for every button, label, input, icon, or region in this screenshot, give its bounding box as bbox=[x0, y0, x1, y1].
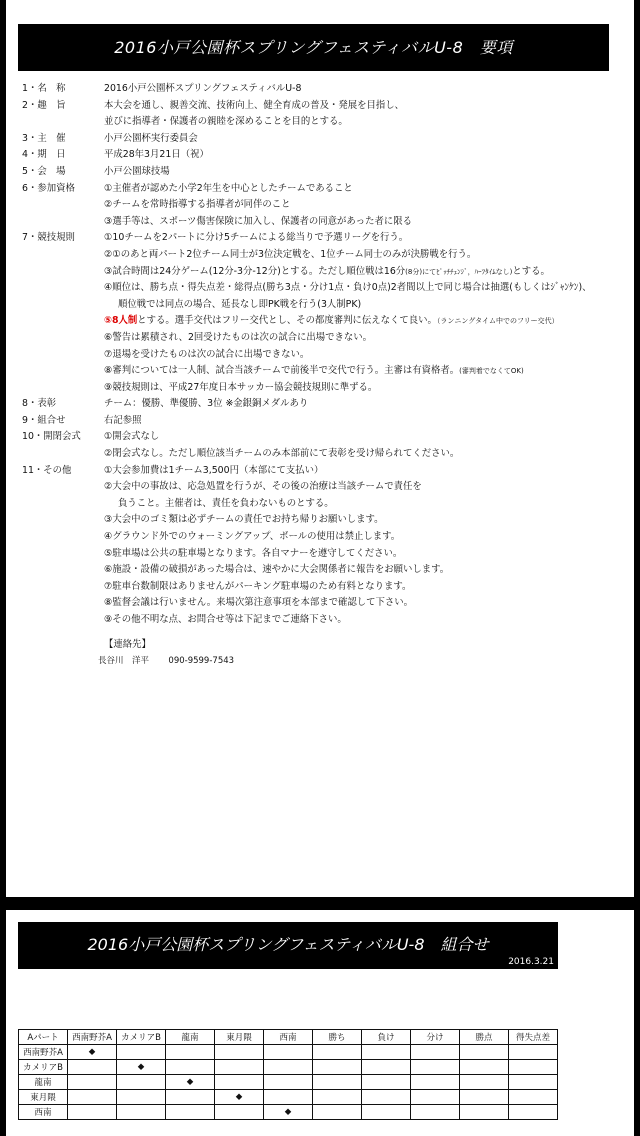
guideline-text: 右記参照 bbox=[104, 414, 142, 426]
guideline-label: 4・期 日 bbox=[22, 149, 66, 161]
table-cell bbox=[166, 1045, 215, 1060]
guideline-text: ⑧監督会議は行いません。来場次第注意事項を本部まで確認して下さい。 bbox=[104, 597, 413, 609]
guideline-row bbox=[22, 347, 627, 364]
diagonal-mark: ◆ bbox=[117, 1060, 166, 1075]
guideline-text: 本大会を通し、親善交流、技術向上、健全育成の普及・発展を目指し、 bbox=[104, 99, 405, 111]
guideline-text: ①開会式なし bbox=[104, 431, 160, 443]
table-cell bbox=[509, 1060, 558, 1075]
table-header-cell: 負け bbox=[362, 1030, 411, 1045]
guideline-label: 5・会 場 bbox=[22, 165, 66, 177]
table-cell bbox=[313, 1075, 362, 1090]
guideline-row bbox=[22, 313, 627, 330]
table-header-cell: 西南野芥A bbox=[68, 1030, 117, 1045]
guideline-text: ⑤駐車場は公共の駐車場となります。各自マナーを遵守してください。 bbox=[104, 547, 403, 559]
table-cell bbox=[68, 1105, 117, 1120]
guideline-row bbox=[22, 479, 627, 496]
table-cell bbox=[264, 1090, 313, 1105]
guideline-row bbox=[22, 529, 627, 546]
guideline-text: ②大会中の事故は、応急処置を行うが、その後の治療は当該チームで責任を bbox=[104, 481, 422, 493]
guideline-row bbox=[22, 463, 627, 480]
table-header-cell: 得失点差 bbox=[509, 1030, 558, 1045]
guideline-row bbox=[22, 181, 627, 198]
table-cell bbox=[411, 1105, 460, 1120]
guideline-text: ②①のあと両パート2位チーム同士が3位決定戦を、1位チーム同士のみが決勝戦を行う。 bbox=[104, 248, 477, 260]
table-cell bbox=[460, 1090, 509, 1105]
table-cell bbox=[460, 1105, 509, 1120]
diagonal-mark: ◆ bbox=[215, 1090, 264, 1105]
table-header-cell: 西南 bbox=[264, 1030, 313, 1045]
guideline-label: 1・名 称 bbox=[22, 83, 66, 94]
guideline-row bbox=[22, 396, 627, 413]
guideline-text: ⑦駐車台数制限はありませんがパーキング駐車場のため有料となります。 bbox=[104, 580, 412, 592]
guideline-text: ③選手等は、スポーツ傷害保険に加入し、保護者の同意があった者に限る bbox=[104, 215, 412, 227]
guideline-row bbox=[22, 131, 627, 148]
diagonal-mark: ◆ bbox=[68, 1045, 117, 1060]
guideline-row bbox=[22, 197, 627, 214]
guideline-text: ②閉会式なし。ただし順位該当チームのみ本部前にて表彰を受け帰られてください。 bbox=[104, 448, 460, 460]
team-name-cell: 龍南 bbox=[19, 1075, 68, 1090]
guideline-text: ①10チームを2パートに分け5チームによる総当りで予選リーグを行う。 bbox=[104, 232, 409, 244]
guideline-row bbox=[22, 81, 627, 98]
table-cell bbox=[117, 1090, 166, 1105]
diagonal-mark: ◆ bbox=[166, 1075, 215, 1090]
guideline-row bbox=[22, 429, 627, 446]
table-cell bbox=[313, 1090, 362, 1105]
bracket-table bbox=[18, 1029, 558, 1120]
table-cell bbox=[362, 1045, 411, 1060]
guideline-text: ⑨競技規則は、平成27年度日本サッカー協会競技規則に準ずる。 bbox=[104, 381, 378, 393]
highlight-text: ⑤8人制 bbox=[104, 315, 138, 327]
table-cell bbox=[509, 1075, 558, 1090]
guideline-row bbox=[22, 496, 627, 513]
table-cell bbox=[68, 1060, 117, 1075]
table-cell bbox=[509, 1105, 558, 1120]
table-header-cell: Aパート bbox=[19, 1030, 68, 1045]
guideline-label: 3・主 催 bbox=[22, 132, 66, 144]
contact-name: 長谷川 洋平 bbox=[98, 656, 150, 666]
table-cell bbox=[68, 1075, 117, 1090]
guideline-row bbox=[22, 595, 627, 612]
guideline-text: ③大会中のゴミ類は必ずチームの責任でお持ち帰りお願いします。 bbox=[104, 514, 384, 526]
team-name-cell: 東月隈 bbox=[19, 1090, 68, 1105]
note-text: (8分)にてﾋﾟｯﾁﾁｪﾝｼﾞ，ﾊｰﾌﾀｲﾑなし) bbox=[405, 267, 513, 276]
guideline-row bbox=[22, 330, 627, 347]
table-cell bbox=[117, 1045, 166, 1060]
table-cell bbox=[411, 1045, 460, 1060]
table-header-cell: 東月隈 bbox=[215, 1030, 264, 1045]
guideline-text: ⑦退場を受けたものは次の試合に出場できない。 bbox=[104, 348, 310, 360]
guideline-text: ⑥施設・設備の破損があった場合は、速やかに大会関係者に報告をお願いします。 bbox=[104, 564, 450, 576]
guideline-row bbox=[22, 98, 627, 115]
guideline-text: ④グラウンド外でのウォーミングアップ、ボールの使用は禁止します。 bbox=[104, 531, 401, 543]
bracket-title: 2016小戸公園杯スプリングフェスティバルU-8 組合せ bbox=[87, 935, 489, 954]
table-cell bbox=[215, 1045, 264, 1060]
table-cell bbox=[215, 1075, 264, 1090]
guideline-text: ④順位は、勝ち点・得失点差・総得点(勝ち3点・分け1点・負け0点)2者間以上で同じ場合は抽選(もしくはｼﾞｬﾝｹﾝ)、 bbox=[104, 282, 592, 294]
table-row bbox=[19, 1075, 558, 1090]
table-cell bbox=[68, 1090, 117, 1105]
guideline-row bbox=[22, 214, 627, 231]
table-cell bbox=[362, 1075, 411, 1090]
guideline-text: 2016小戸公園杯スプリングフェスティバルU-8 bbox=[104, 83, 302, 94]
team-name-cell: カメリアB bbox=[19, 1060, 68, 1075]
table-row bbox=[19, 1060, 558, 1075]
guideline-row bbox=[22, 297, 627, 314]
guideline-row bbox=[22, 380, 627, 397]
table-header-cell: カメリアB bbox=[117, 1030, 166, 1045]
table-cell bbox=[411, 1060, 460, 1075]
guideline-text: ①大会参加費は1チーム3,500円（本部にて支払い） bbox=[104, 464, 324, 476]
guideline-text: 順位戦では同点の場合、延長なし即PK戦を行う(3人制PK) bbox=[118, 298, 362, 310]
table-cell bbox=[313, 1045, 362, 1060]
guideline-text: 平成28年3月21日（祝） bbox=[104, 149, 209, 161]
guideline-text: 小戸公園杯実行委員会 bbox=[104, 132, 198, 144]
guideline-text: ⑥警告は累積され、2回受けたものは次の試合に出場できない。 bbox=[104, 331, 373, 343]
guidelines-page bbox=[6, 0, 634, 897]
guideline-text: 負うこと。主催者は、責任を負わないものとする。 bbox=[118, 497, 334, 509]
guideline-row bbox=[22, 147, 627, 164]
guideline-label: 2・趣 旨 bbox=[22, 99, 66, 111]
guideline-row bbox=[22, 230, 627, 247]
table-cell bbox=[117, 1105, 166, 1120]
guideline-row bbox=[22, 247, 627, 264]
guideline-text: ⑨その他不明な点、お問合せ等は下記までご連絡下さい。 bbox=[104, 614, 347, 625]
guideline-row bbox=[22, 446, 627, 463]
table-cell bbox=[460, 1060, 509, 1075]
table-header-cell: 勝ち bbox=[313, 1030, 362, 1045]
table-cell bbox=[117, 1075, 166, 1090]
table-cell bbox=[460, 1075, 509, 1090]
guideline-text: 並びに指導者・保護者の親睦を深めることを目的とする。 bbox=[104, 116, 348, 128]
guideline-row bbox=[22, 413, 627, 430]
table-header-row bbox=[19, 1030, 558, 1045]
guidelines-title: 2016小戸公園杯スプリングフェスティバルU-8 要項 bbox=[18, 24, 609, 71]
guideline-row bbox=[22, 546, 627, 563]
table-row bbox=[19, 1045, 558, 1060]
contact-info bbox=[98, 654, 234, 666]
guideline-label: 7・競技規則 bbox=[22, 232, 75, 244]
guideline-row bbox=[22, 512, 627, 529]
guideline-text: チーム：優勝、準優勝、3位 ※金銀銅メダルあり bbox=[104, 398, 309, 410]
guideline-row bbox=[22, 164, 627, 181]
guideline-row bbox=[22, 363, 627, 380]
table-cell bbox=[166, 1105, 215, 1120]
guideline-text: ③試合時間は24分ゲーム(12分-3分-12分)とする。ただし順位戦は16分(8分)にてﾋﾟｯﾁﾁｪﾝｼﾞ，ﾊｰﾌﾀｲﾑなし)とする。 bbox=[104, 265, 550, 277]
guidelines-list bbox=[22, 81, 627, 629]
guideline-text: ⑤8人制とする。選手交代はフリー交代とし、その都度審判に伝えなくて良い。（ランニングタイム中でのフリー交代） bbox=[104, 315, 559, 327]
diagonal-mark: ◆ bbox=[264, 1105, 313, 1120]
table-cell bbox=[215, 1060, 264, 1075]
table-cell bbox=[509, 1045, 558, 1060]
note-text: (審判着でなくてOK) bbox=[459, 367, 524, 376]
table-header-cell: 龍南 bbox=[166, 1030, 215, 1045]
guideline-label: 9・組合せ bbox=[22, 414, 66, 426]
table-row bbox=[19, 1105, 558, 1120]
table-cell bbox=[362, 1090, 411, 1105]
table-cell bbox=[411, 1090, 460, 1105]
table-cell bbox=[362, 1060, 411, 1075]
table-cell bbox=[411, 1075, 460, 1090]
table-cell bbox=[264, 1075, 313, 1090]
table-cell bbox=[362, 1105, 411, 1120]
guideline-label: 11・その他 bbox=[22, 464, 72, 476]
guideline-text: 小戸公園球技場 bbox=[104, 165, 170, 177]
contact-heading: 【連絡先】 bbox=[104, 639, 151, 650]
table-row bbox=[19, 1090, 558, 1105]
guideline-label: 10・開閉会式 bbox=[22, 431, 81, 443]
guideline-row bbox=[22, 562, 627, 579]
bracket-date: 2016.3.21 bbox=[508, 957, 554, 967]
table-header-cell: 勝点 bbox=[460, 1030, 509, 1045]
table-cell bbox=[264, 1045, 313, 1060]
team-name-cell: 西南 bbox=[19, 1105, 68, 1120]
guideline-label: 6・参加資格 bbox=[22, 182, 75, 194]
bracket-page bbox=[6, 910, 634, 1136]
guideline-label: 8・表彰 bbox=[22, 398, 57, 410]
table-cell bbox=[313, 1105, 362, 1120]
table-cell bbox=[509, 1090, 558, 1105]
bracket-banner bbox=[18, 922, 558, 969]
guideline-row bbox=[22, 114, 627, 131]
guideline-text: ②チームを常時指導する指導者が同伴のこと bbox=[104, 199, 291, 211]
guideline-row bbox=[22, 264, 627, 281]
guideline-text: ⑧審判については一人制、試合当該チームで前後半で交代で行う。主審は有資格者。(審判着でなくてOK) bbox=[104, 365, 524, 377]
table-cell bbox=[460, 1045, 509, 1060]
guideline-row bbox=[22, 579, 627, 596]
guideline-row bbox=[22, 280, 627, 297]
table-cell bbox=[166, 1090, 215, 1105]
contact-phone: 090-9599-7543 bbox=[168, 656, 235, 666]
table-cell bbox=[313, 1060, 362, 1075]
team-name-cell: 西南野芥A bbox=[19, 1045, 68, 1060]
note-text: （ランニングタイム中でのフリー交代） bbox=[436, 317, 559, 326]
table-cell bbox=[264, 1060, 313, 1075]
table-cell bbox=[166, 1060, 215, 1075]
guideline-text: ①主催者が認めた小学2年生を中心としたチームであること bbox=[104, 182, 353, 194]
table-header-cell: 分け bbox=[411, 1030, 460, 1045]
guideline-row bbox=[22, 612, 627, 629]
table-cell bbox=[215, 1105, 264, 1120]
